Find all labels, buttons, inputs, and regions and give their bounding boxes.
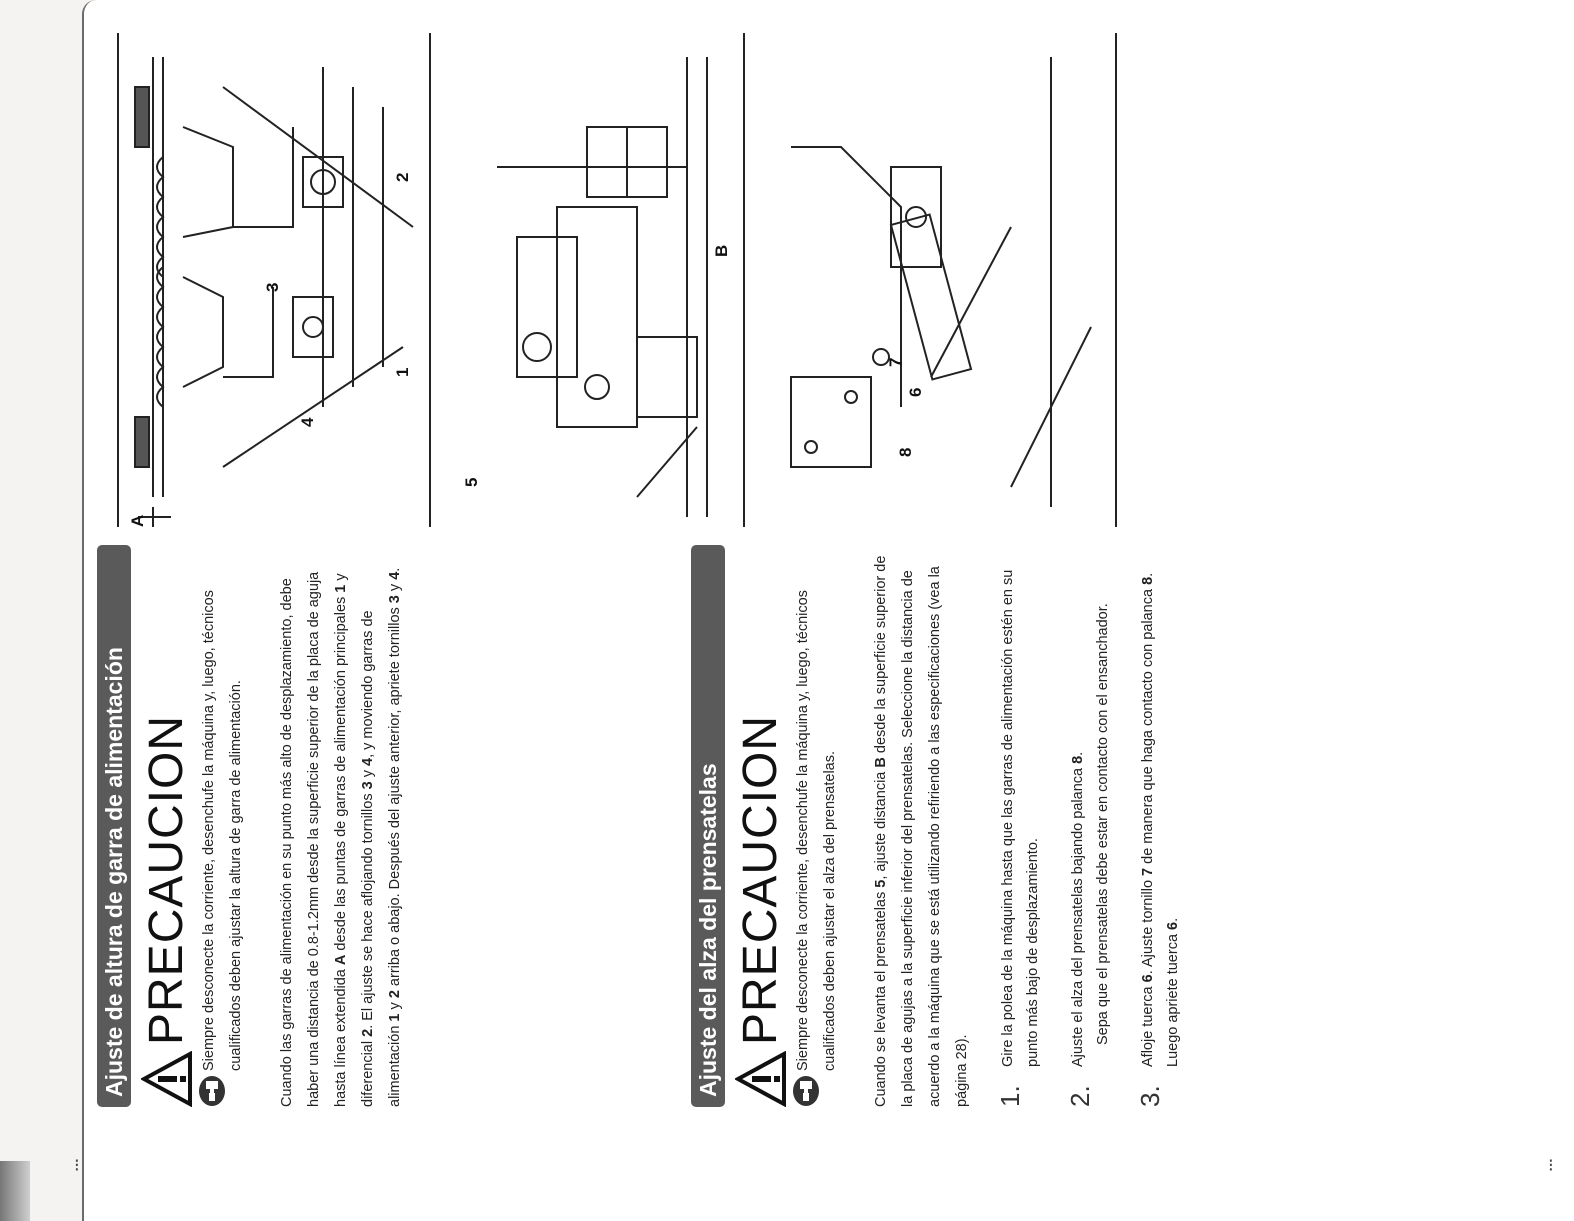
feed-dog-description: [274, 547, 409, 1107]
step-item: [1136, 545, 1186, 1107]
figure-presser-lift: [437, 33, 737, 527]
caution-text: Siempre desconecte la corriente, desenchufe la máquina y, luego, técnicos cualificados deben ajustar el alza del prensatelas.: [795, 590, 838, 1071]
text-run: . Luego apriete tuerca: [1140, 572, 1181, 1067]
figure-lever-adjust: [751, 33, 1111, 527]
text-column: [97, 545, 1287, 1107]
bold-ref: 2: [360, 1028, 376, 1037]
text-run: y: [360, 766, 376, 782]
bold-ref: 3: [360, 781, 376, 790]
bold-ref: 8: [1140, 576, 1156, 585]
figure-divider: [1115, 33, 1117, 527]
text-run: y diferencial: [333, 573, 376, 1107]
text-run: Afloje tuerca: [1140, 982, 1156, 1067]
step-number: 1.: [995, 1085, 1025, 1107]
caution-row: [790, 545, 844, 1107]
step-number: 2.: [1065, 1085, 1095, 1107]
caution-header: [733, 545, 788, 1107]
text-run: . Ajuste tornillo: [1140, 875, 1156, 975]
section-title: Ajuste de altura de garra de alimentación: [97, 545, 131, 1107]
unplug-icon: [198, 1075, 226, 1107]
text-run: arriba o abajo. Después del ajuste anterior, apriete tornillos: [387, 603, 403, 991]
caution-row: [196, 545, 250, 1107]
bold-ref: 5: [873, 879, 889, 888]
text-run: , y moviendo garras de alimentación: [360, 610, 403, 1107]
text-run: y: [387, 579, 403, 596]
step-text: [996, 545, 1046, 1067]
bold-ref: 4: [387, 571, 403, 580]
figure-divider: [743, 33, 745, 527]
caution-header: [139, 545, 194, 1107]
text-run: Gire la polea de la máquina hasta que las garras de alimentación estén en su punto más bajo de desplazamiento.: [1000, 569, 1041, 1067]
bold-ref: 8: [1070, 755, 1086, 764]
unplug-icon: [792, 1075, 820, 1107]
label-8: 8: [896, 447, 915, 457]
scan-edge-shadow: [0, 1161, 30, 1221]
label-7: 7: [886, 357, 905, 367]
figure-column: [97, 33, 1287, 527]
caution-text: Siempre desconecte la corriente, desenchufe la máquina y, luego, técnicos cualificados deben ajustar la altura de garra de alimentación.: [201, 590, 244, 1071]
section-title: Ajuste del alza del prensatelas: [691, 545, 725, 1107]
bold-ref: 6: [1140, 974, 1156, 983]
bold-ref: 6: [1165, 921, 1181, 930]
label-2: 2: [393, 172, 412, 182]
label-6: 6: [906, 387, 925, 397]
text-run: .: [1165, 917, 1181, 922]
step-number: 3.: [1135, 1085, 1165, 1107]
manual-page: [97, 33, 1287, 1107]
warning-triangle-icon: [141, 1051, 193, 1107]
caution-label: PRECAUCION: [140, 714, 193, 1045]
label-1: 1: [393, 367, 412, 377]
step-note: Sepa que el prensatelas debe estar en contacto con el ensanchador.: [1095, 603, 1111, 1045]
bold-ref: 7: [1140, 867, 1156, 876]
caution-label: PRECAUCION: [734, 714, 787, 1045]
text-run: desde la superficie superior de la placa de agujas a la superficie inferior del prensatelas. Seleccione la distancia de acuerdo a la máquina que se está utilizando refiriendo a las especificaciones (vea la página 28).: [873, 555, 970, 1107]
feed-dog-drawing: [123, 33, 423, 527]
figure-divider: [117, 33, 119, 527]
step-text: [1066, 603, 1116, 1067]
steps-list: [996, 545, 1186, 1107]
text-run: Cuando se levanta el prensatelas: [873, 887, 889, 1107]
step-item: [1066, 545, 1116, 1107]
label-4: 4: [298, 417, 317, 427]
label-3: 3: [263, 282, 282, 292]
text-run: .: [1070, 751, 1086, 756]
label-B: B: [712, 244, 731, 257]
bold-ref: 4: [360, 757, 376, 766]
section-feed-dog-height: [97, 545, 409, 1107]
bold-ref: B: [873, 757, 889, 768]
lever-drawing: [751, 33, 1111, 527]
text-run: de manera que haga contacto con palanca: [1140, 584, 1156, 868]
bold-ref: 2: [387, 990, 403, 999]
text-run: Ajuste el alza del prensatelas bajando palanca: [1070, 763, 1086, 1067]
bold-ref: 1: [333, 584, 349, 593]
figure-feed-dog: [123, 33, 423, 527]
presser-lift-description: [868, 547, 976, 1107]
text-run: desde las puntas de garras de alimentación principales: [333, 592, 349, 955]
label-5: 5: [462, 477, 481, 487]
step-item: [996, 545, 1046, 1107]
figure-divider: [429, 33, 431, 527]
text-run: .: [387, 567, 403, 572]
warning-triangle-icon: [735, 1051, 787, 1107]
text-run: Cuando las garras de alimentación en su punto más alto de desplazamiento, debe haber una distancia de 0.8-1.2mm desde la superficie superior de la placa de aguja hasta línea extendida: [279, 571, 349, 1107]
bold-ref: 3: [387, 595, 403, 604]
binding-mark-right: ⁝: [1548, 1155, 1554, 1176]
label-A: A: [128, 514, 147, 527]
presser-lift-drawing: [437, 33, 737, 527]
bold-ref: A: [333, 954, 349, 966]
text-run: , ajuste distancia: [873, 767, 889, 880]
section-presser-lift: [691, 545, 1186, 1107]
step-text: [1136, 545, 1186, 1067]
text-run: y: [387, 998, 403, 1014]
bold-ref: 1: [387, 1013, 403, 1022]
text-run: . El ajuste se hace aflojando tornillos: [360, 789, 376, 1029]
binding-mark-left: ⁝: [74, 1155, 80, 1176]
